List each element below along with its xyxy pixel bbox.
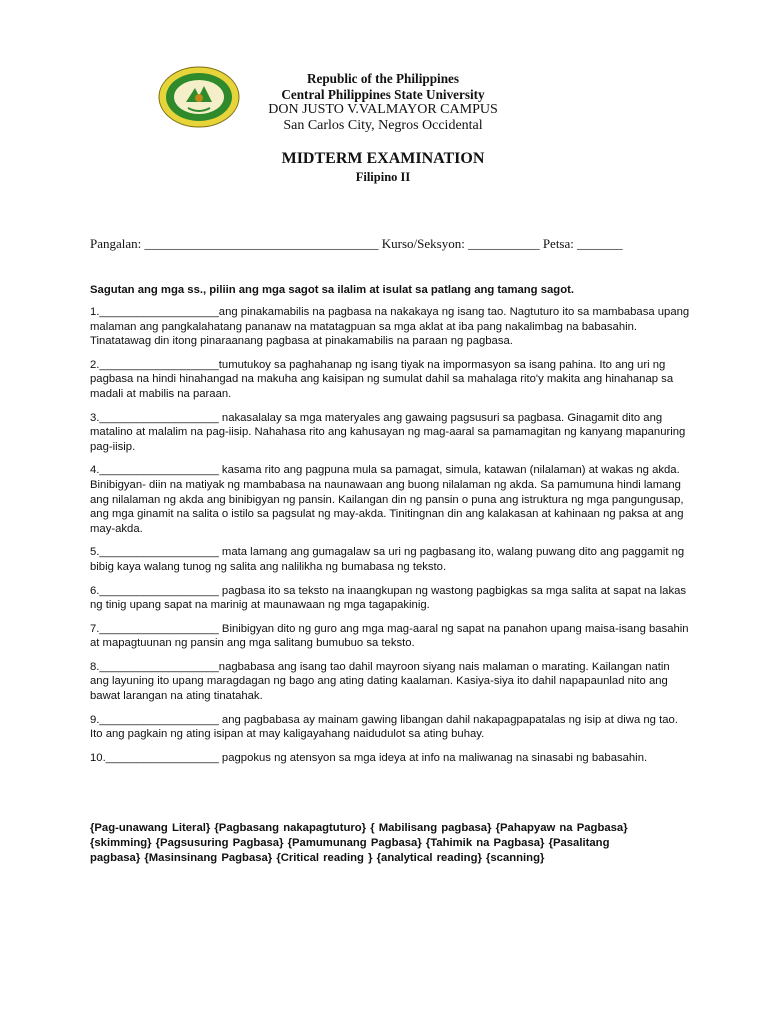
question-item: 6.___________________ pagbasa ito sa teksto na inaangkupan ng wastong pagbigkas sa mga salita at sapat na lakas ng tinig upang sapat na marinig at maunawaan ng mga tagapakinig. xyxy=(90,584,687,612)
answer-choices: {Pag-unawang Literal} {Pagbasang nakapagtuturo} { Mabilisang pagbasa} {Pahapyaw na Pagbasa} {skimming} {Pagsusuring Pagbasa} {Pamumunang Pagbasa} {Tahimik na Pagbasa} {Pasalitang pagbasa} {Masinsinang Pagbasa} {Critical reading } {analytical reading} {scanning} xyxy=(90,822,628,864)
question-item: 8.___________________nagbabasa ang isang tao dahil mayroon siyang nais malaman o marating. Kailangan natin ang layuning ito upang maragdagan ng bago ang ating dating kaalaman. Kasiya-siya ito dahil napapaunlad nito ang bawat larangan na ating tinatahak. xyxy=(90,660,670,703)
exam-title-block xyxy=(200,149,566,185)
document-header xyxy=(200,71,566,133)
exam-subject: Filipino II xyxy=(355,170,411,184)
header-campus: DON JUSTO V.VALMAYOR CAMPUS xyxy=(268,102,498,117)
instructions: Sagutan ang mga ss., piliin ang mga sagot sa ilalim at isulat sa patlang ang tamang sagot. xyxy=(90,284,574,296)
header-city: San Carlos City, Negros Occidental xyxy=(283,117,483,133)
question-item: 7.___________________ Binibigyan dito ng guro ang mga mag-aaral ng sapat na panahon upang maisa-isang basahin at mapagtuunan ng pansin ang mga salitang bumubuo sa teksto. xyxy=(90,622,689,650)
question-item: 1.___________________ang pinakamabilis na pagbasa na nakakaya ng isang tao. Nagtuturo ito sa mambabasa upang malaman ang pangkalahatang pananaw na matatagpuan sa mga aklat at iba pang nakalimbag na babasahin. Tinatatawag din itong pinaraanang pagbasa at pinakamabilis na paraan ng pagbasa. xyxy=(90,306,690,348)
header-university: Central Philippines State University xyxy=(281,86,485,102)
question-item: 5.___________________ mata lamang ang gumagalaw sa uri ng pagbasang ito, walang puwang dito ang paggamit ng bibig kaya walang tunog ng salita ang nalilikha ng bumabasa ng teksto. xyxy=(90,546,685,573)
question-list xyxy=(90,305,690,774)
question-item: 9.___________________ ang pagbabasa ay mainam gawing libangan dahil nakapagpapatalas ng isip at diwa ng tao. Ito ang pagkain ng ating isipan at may kaligayahang naidudulot sa ating buhay. xyxy=(90,713,678,741)
header-republic: Republic of the Philippines xyxy=(306,71,460,86)
question-item: 3.___________________ nakasalalay sa mga materyales ang gawaing pagsusuri sa pagbasa. Ginagamit dito ang matalino at malalim na pag-iisip. Nahahasa rito ang kahusayan ng mag-aaral sa pamamagitan ng kanyang mapanuring pag-iisip. xyxy=(90,411,686,453)
question-item: 10.__________________ pagpokus ng atensyon sa mga ideya at info na maliwanag na sinasabi ng babasahin. xyxy=(90,751,648,764)
student-info-line: Pangalan: ____________________________________ Kurso/Seksyon: ___________ Petsa: _______ xyxy=(90,236,623,251)
question-item: 4.___________________ kasama rito ang pagpuna mula sa pamagat, simula, katawan (nilalaman) at wakas ng akda. Binibigyan- diin na matiyak ng mambabasa na naunawaan ang buong nilalaman ng akda. Sa pamumuna hindi lamang ang nilalaman ng akda ang binibigyan ng pansin. Kailangan din ng pansin o puna ang istruktura ng mga pangungusap, ang mga ginamit na salita o istilo sa pagsulat ng may-akda. Tinitingnan din ang kalakasan at kahinaan ng paksa at ang may-akda. xyxy=(90,464,684,535)
question-item: 2.___________________tumutukoy sa paghahanap ng isang tiyak na impormasyon sa isang pahina. Ito ang uri ng pagbasa na hindi hinahangad na makuha ang kaisipan ng sumulat dahil sa mahalaga rito'y makita ang hinahanap sa madali at mabilis na paraan. xyxy=(90,358,674,400)
exam-title: MIDTERM EXAMINATION xyxy=(281,150,485,167)
